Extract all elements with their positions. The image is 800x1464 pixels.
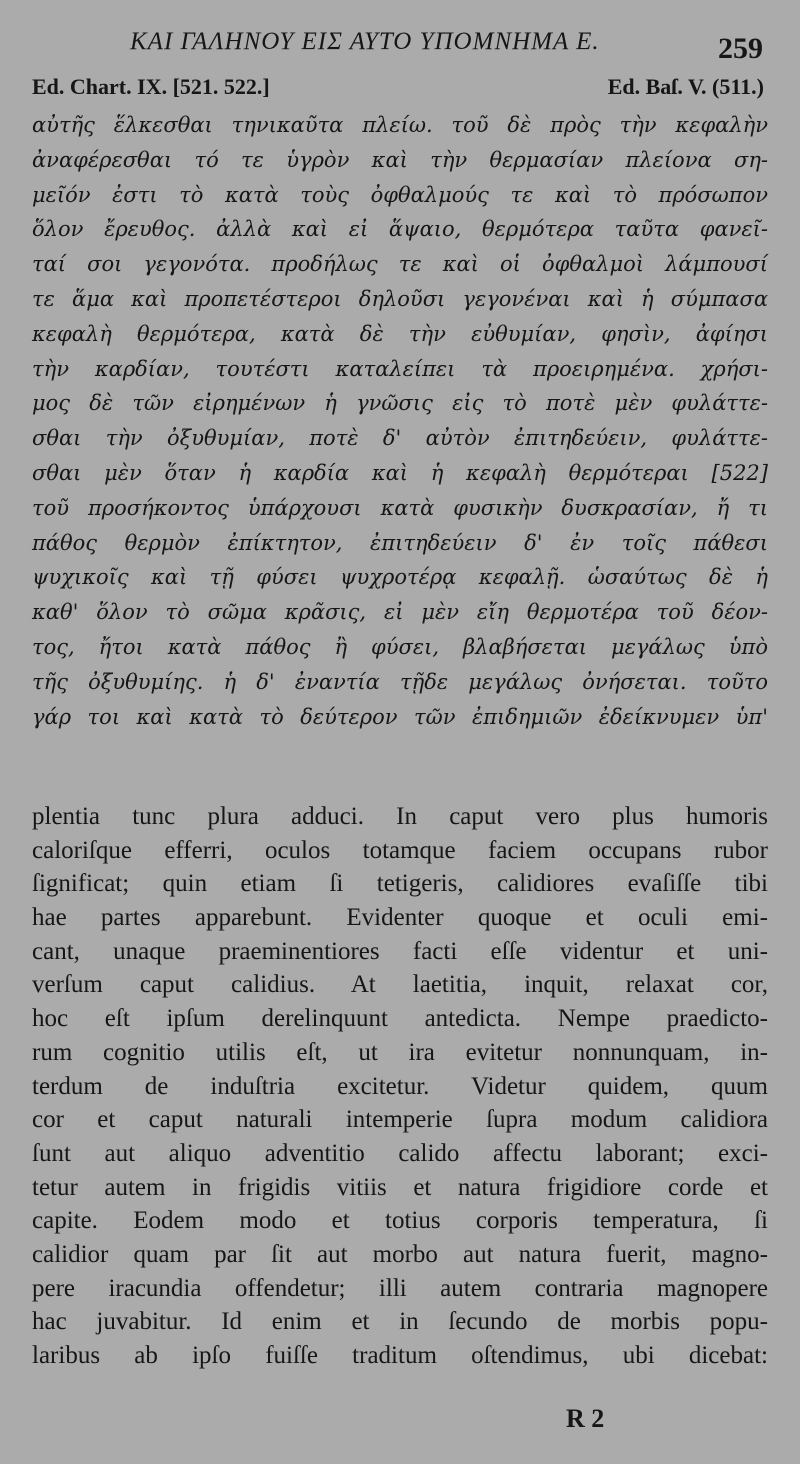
latin-line: terdum de induſtria excitetur. Videtur quidem, quum bbox=[32, 1072, 768, 1100]
greek-line: γάρ τοι καὶ κατὰ τὸ δεύτερον τῶν ἐπιδημιῶν ἐδείκνυμεν ὑπ' bbox=[32, 704, 768, 729]
latin-line: tetur autem in frigidis vitiis et natura frigidiore corde et bbox=[32, 1173, 768, 1201]
greek-line: πάθος θερμὸν ἐπίκτητον, ἐπιτηδεύειν δ' ἐν τοῖς πάθεσι bbox=[32, 530, 768, 555]
latin-line: hoc eſt ipſum derelinquunt antedicta. Nempe praedicto- bbox=[32, 1005, 768, 1033]
greek-line: σθαι μὲν ὅταν ἡ καρδία καὶ ἡ κεφαλὴ θερμότεραι [522] bbox=[32, 460, 768, 485]
latin-text-block bbox=[32, 800, 768, 1373]
latin-line: hac juvabitur. Id enim et in ſecundo de morbis popu- bbox=[32, 1308, 768, 1336]
greek-line: τος, ἤτοι κατὰ πάθος ἢ φύσει, βλαβήσεται μεγάλως ὑπὸ bbox=[32, 634, 768, 659]
greek-line: ψυχικοῖς καὶ τῇ φύσει ψυχροτέρᾳ κεφαλῇ. ὡσαύτως δὲ ἡ bbox=[32, 565, 768, 590]
latin-line: ſunt aut aliquo adventitio calido affectu laborant; exci- bbox=[32, 1139, 768, 1167]
edition-reference-left: Ed. Chart. IX. [521. 522.] bbox=[32, 74, 270, 99]
latin-line: cor et caput naturali intemperie ſupra modum calidiora bbox=[32, 1106, 768, 1134]
greek-line: μεῖόν ἐστι τὸ κατὰ τοὺς ὀφθαλμούς τε καὶ τὸ πρόσωπον bbox=[32, 182, 768, 207]
latin-line: plentia tunc plura adduci. In caput vero plus humoris bbox=[32, 803, 768, 830]
latin-line: cant, unaque praeminentiores facti eſſe videntur et uni- bbox=[32, 937, 768, 965]
edition-reference-right: Ed. Baſ. V. (511.) bbox=[607, 74, 764, 99]
greek-line: τοῦ προσήκοντος ὑπάρχουσι κατὰ φυσικὴν δυσκρασίαν, ἤ τι bbox=[32, 495, 768, 520]
greek-line: τὴν καρδίαν, τουτέστι καταλείπει τὰ προειρημένα. χρήσι- bbox=[32, 356, 768, 381]
greek-text-block bbox=[32, 108, 768, 734]
latin-line: ſignificat; quin etiam ſi tetigeris, calidiores evaſiſſe tibi bbox=[32, 870, 768, 898]
greek-line: ὅλον ἔρευθος. ἀλλὰ καὶ εἰ ἅψαιο, θερμότερα ταῦτα φανεῖ- bbox=[32, 217, 768, 242]
latin-line: pere iracundia offendetur; illi autem contraria magnopere bbox=[32, 1274, 768, 1302]
greek-line: τῆς ὀξυθυμίης. ἡ δ' ἐναντία τῇδε μεγάλως ὀνήσεται. τοῦτο bbox=[32, 669, 768, 694]
greek-line: καθ' ὅλον τὸ σῶμα κρᾶσις, εἰ μὲν εἴη θερμοτέρα τοῦ δέον- bbox=[32, 600, 768, 625]
greek-line: αὐτῆς ἕλκεσθαι τηνικαῦτα πλείω. τοῦ δὲ πρὸς τὴν κεφαλὴν bbox=[32, 113, 768, 137]
greek-line: τε ἅμα καὶ προπετέστεροι δηλοῦσι γεγονέναι καὶ ἡ σύμπασα bbox=[32, 286, 768, 311]
greek-line: ἀναφέρεσθαι τό τε ὑγρὸν καὶ τὴν θερμασίαν πλείονα ση- bbox=[32, 147, 768, 172]
latin-line: capite. Eodem modo et totius corporis temperatura, ſi bbox=[32, 1207, 768, 1235]
latin-line: calidior quam par ſit aut morbo aut natura fuerit, magno- bbox=[32, 1240, 768, 1268]
latin-line: caloriſque efferri, oculos totamque faciem occupans rubor bbox=[32, 836, 768, 864]
greek-line: ταί σοι γεγονότα. προδήλως τε καὶ οἱ ὀφθαλμοὶ λάμπουσί bbox=[32, 252, 768, 277]
greek-line: κεφαλὴ θερμότερα, κατὰ δὲ τὴν εὐθυμίαν, φησὶν, ἀφίησι bbox=[32, 321, 768, 346]
signature-mark: R 2 bbox=[566, 1404, 605, 1433]
greek-line: μος δὲ τῶν εἰρημένων ἡ γνῶσις εἰς τὸ ποτὲ μὲν φυλάττε- bbox=[32, 391, 768, 416]
page-number: 259 bbox=[718, 32, 763, 65]
greek-line: σθαι τὴν ὀξυθυμίαν, ποτὲ δ' αὐτὸν ἐπιτηδεύειν, φυλάττε- bbox=[32, 426, 768, 451]
running-title: ΚΑΙ ΓΑΛΗΝΟΥ ΕΙΣ ΑΥΤΟ ΥΠΟΜΝΗΜΑ Ε. bbox=[130, 28, 600, 55]
latin-line: verſum caput calidius. At laetitia, inquit, relaxat cor, bbox=[32, 971, 768, 999]
latin-line: rum cognitio utilis eſt, ut ira evitetur nonnunquam, in- bbox=[32, 1038, 768, 1066]
latin-line: laribus ab ipſo fuiſſe traditum oſtendimus, ubi dicebat: bbox=[32, 1342, 768, 1369]
latin-line: hae partes apparebunt. Evidenter quoque et oculi emi- bbox=[32, 904, 768, 932]
